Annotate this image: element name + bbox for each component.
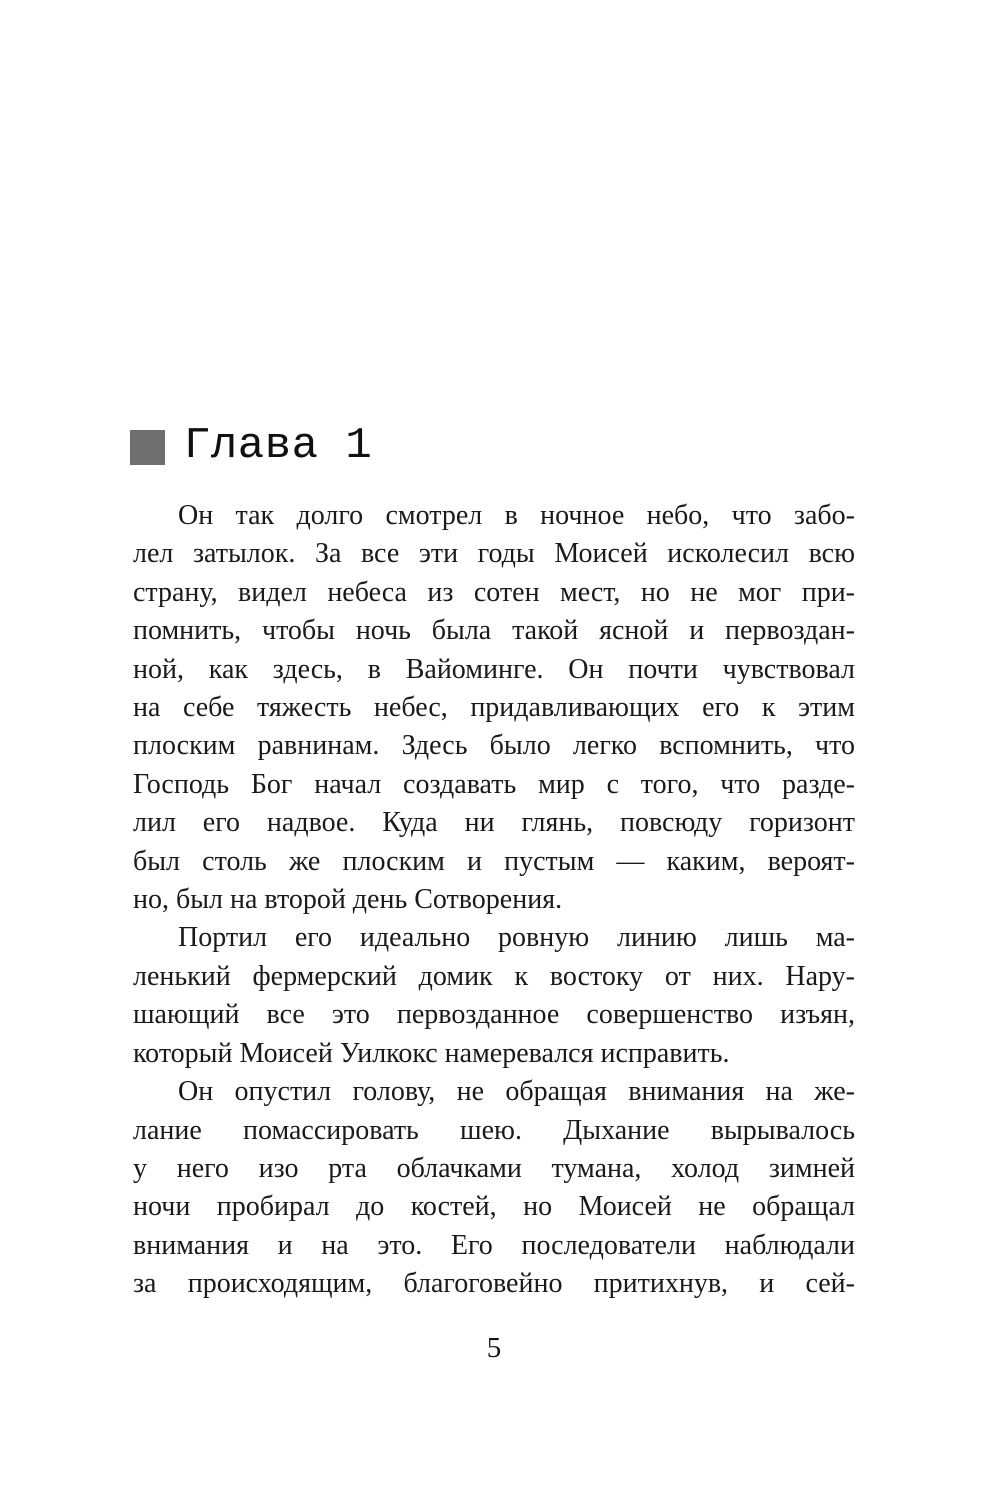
text-line: лание помассировать шею. Дыхание вырывалось <box>133 1114 855 1146</box>
text-line: страну, видел небеса из сотен мест, но не мог при- <box>133 576 855 608</box>
paragraph-2 <box>133 919 855 1073</box>
text-line: Он так долго смотрел в ночное небо, что забо- <box>178 500 855 531</box>
text-line: на себе тяжесть небес, придавливающих его к этим <box>133 692 855 724</box>
text-line: Он опустил голову, не обращая внимания на же- <box>178 1076 855 1108</box>
page-footer <box>133 1332 855 1365</box>
chapter-title: Глава 1 <box>184 421 373 471</box>
text-line: плоским равнинам. Здесь было легко вспомнить, что <box>133 730 855 762</box>
body-text <box>133 497 855 1304</box>
text-line: который Моисей Уилкокс намеревался исправить. <box>133 1037 730 1069</box>
text-line: но, был на второй день Сотворения. <box>133 884 563 916</box>
text-line: был столь же плоским и пустым — каким, вероят- <box>133 845 855 877</box>
text-line: ной, как здесь, в Вайоминге. Он почти чувствовал <box>133 653 855 685</box>
text-line: ночи пробирал до костей, но Моисей не обращал <box>133 1191 855 1223</box>
chapter-marker-square-icon <box>130 430 165 465</box>
text-line: лел затылок. За все эти годы Моисей исколесил всю <box>133 538 855 570</box>
text-line: внимания и на это. Его последователи наблюдали <box>133 1229 855 1261</box>
text-line: помнить, чтобы ночь была такой ясной и первоздан- <box>133 615 855 647</box>
text-line: за происходящим, благоговейно притихнув, и сей- <box>133 1268 855 1300</box>
text-line: Портил его идеально ровную линию лишь ма- <box>178 922 855 954</box>
text-line: ленький фермерский домик к востоку от них. Нару- <box>133 960 855 992</box>
page-number: 5 <box>486 1332 502 1364</box>
paragraph-3 <box>133 1073 855 1303</box>
text-line: у него изо рта облачками тумана, холод зимней <box>133 1152 855 1184</box>
text-line: шающий все это первозданное совершенство изъян, <box>133 999 855 1031</box>
paragraph-1 <box>133 497 855 919</box>
text-line: лил его надвое. Куда ни глянь, повсюду горизонт <box>133 807 855 839</box>
chapter-header <box>130 421 372 471</box>
text-line: Господь Бог начал создавать мир с того, что разде- <box>133 768 855 800</box>
